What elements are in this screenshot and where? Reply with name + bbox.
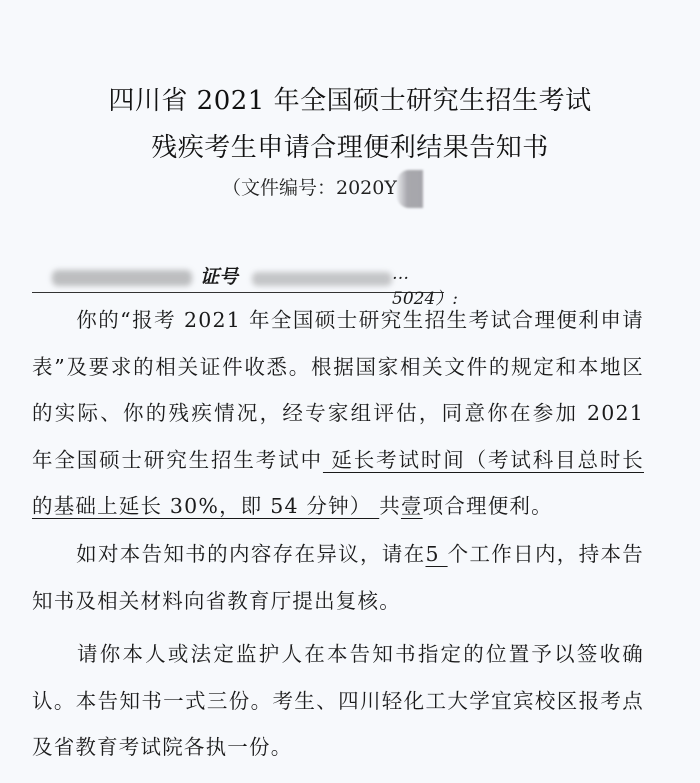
redaction-blur	[397, 170, 423, 208]
paragraph-text: 共	[379, 494, 401, 518]
document-title-line1: 四川省 2021 年全国硕士研究生招生考试	[108, 86, 592, 116]
addressee-line	[32, 262, 458, 309]
document-title-line2: 残疾考生申请合理便利结果告知书	[151, 133, 549, 163]
working-days: 5	[425, 542, 448, 566]
paragraph-approval	[32, 297, 644, 530]
accommodation-detail: 延长考试时间（考试科目总时长的基础上延长 30%，即 54 分钟）	[32, 447, 644, 518]
redaction-blur	[252, 272, 392, 286]
paragraph-text: 请你本人或法定监护人在本告知书指定的位置予以签收确认。本告知书一式三份。考生、四川轻化工大学宜宾校区报考点及省教育考试院各执一份。	[32, 642, 644, 759]
document-number	[222, 170, 423, 208]
accommodation-count: 壹	[400, 494, 423, 518]
paragraph-text: 你的“报考 2021 年全国硕士研究生招生考试合理便利申请表”及要求的相关证件收悉。根据国家相关文件的规定和本地区的实际、你的残疾情况，经专家组评估，同意你在参加 2021 年全国硕士研究生招生考试中	[32, 308, 644, 472]
redaction-blur	[52, 270, 192, 286]
paragraph-signature	[32, 631, 644, 771]
paragraph-text: 项合理便利。	[422, 494, 553, 518]
id-tail: …5024）:	[392, 264, 458, 309]
document-number-text: （文件编号：2020Y	[222, 177, 397, 199]
paragraph-text: 个工作日内，持本告知书及相关材料向省教育厅提出复核。	[32, 542, 644, 613]
id-label: 证号	[200, 266, 239, 288]
paragraph-objection	[32, 531, 644, 624]
paragraph-text: 如对本告知书的内容存在异议，请在	[76, 542, 426, 566]
